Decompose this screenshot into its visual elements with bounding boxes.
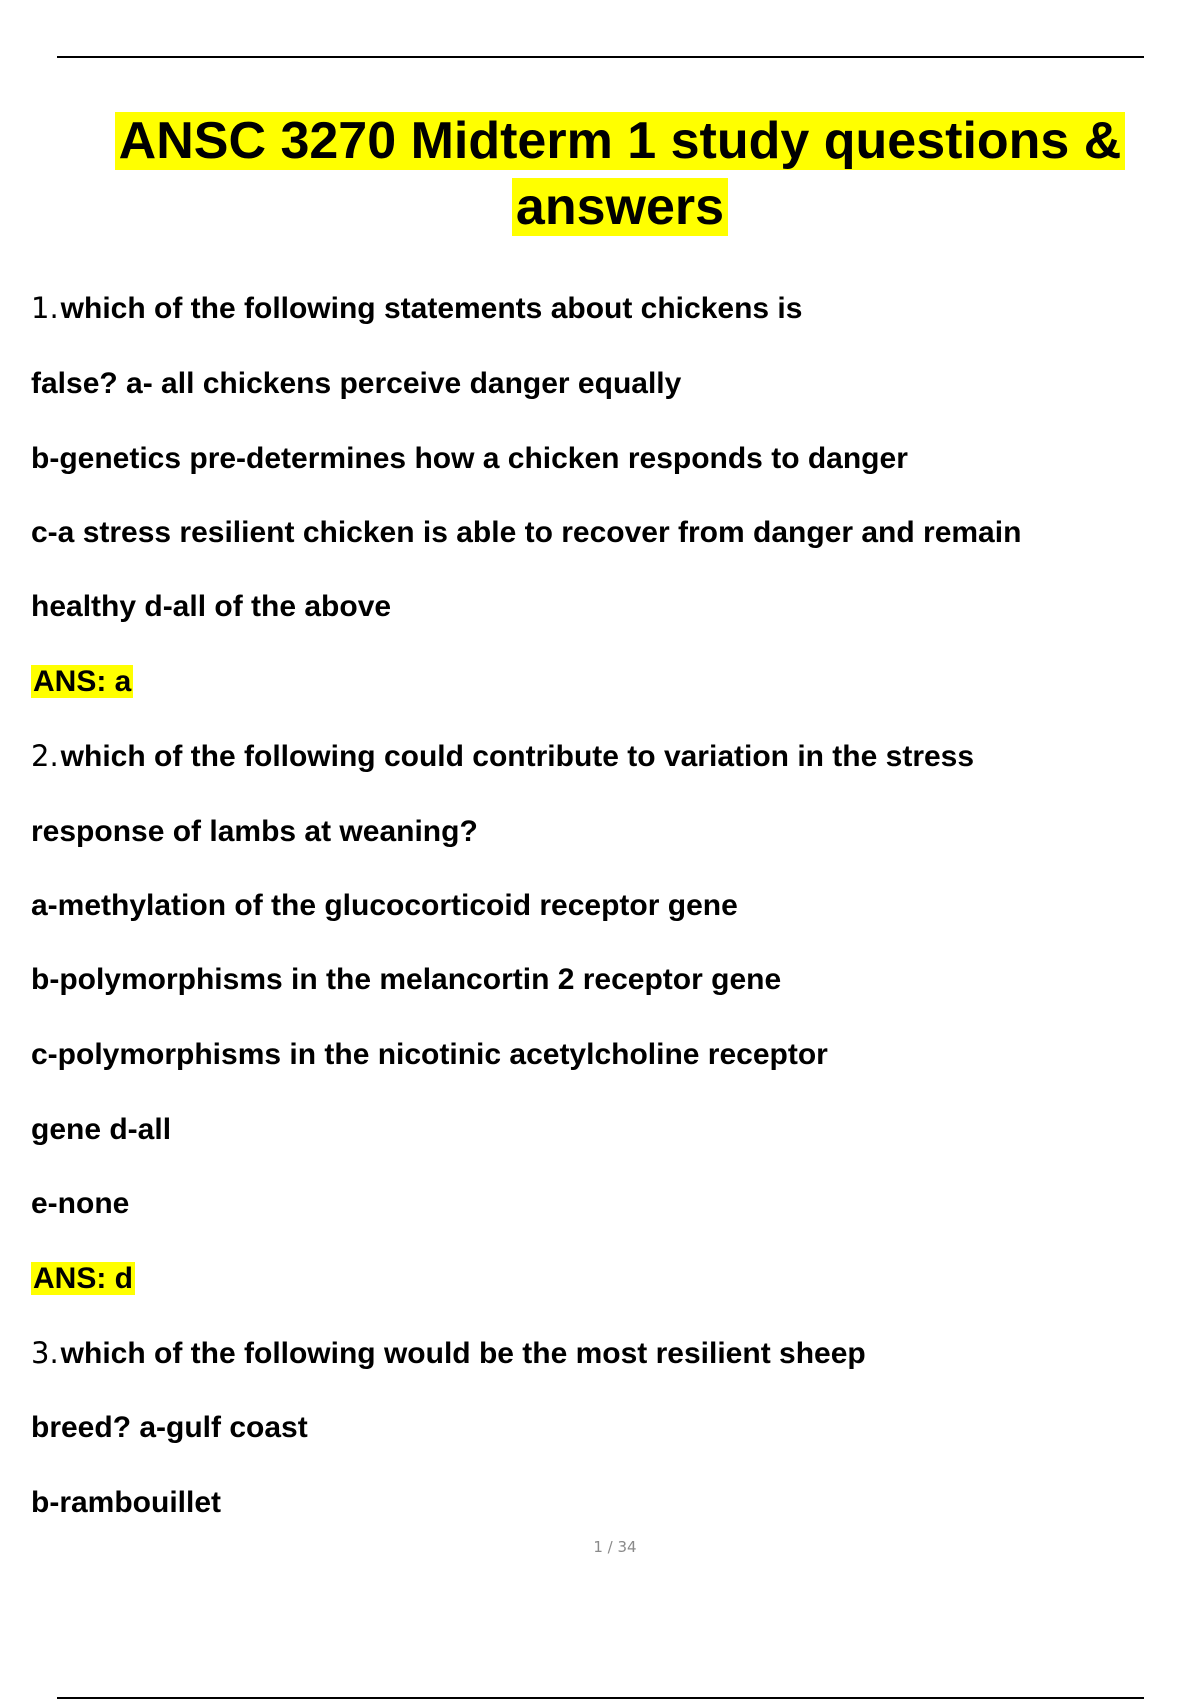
question-3-line: b-rambouillet [31, 1486, 222, 1519]
question-3-stem [31, 1335, 866, 1372]
page-number: 1 / 34 [593, 1538, 637, 1556]
question-2-stem-text: which of the following could contribute to variation in the stress [60, 740, 975, 773]
question-2-line: a-methylation of the glucocorticoid receptor gene [31, 889, 738, 922]
question-2-line: b-polymorphisms in the melancortin 2 receptor gene [31, 963, 782, 996]
document-title [60, 108, 1180, 240]
question-1-line: false? a- all chickens perceive danger equally [31, 367, 682, 400]
question-3-line: breed? a-gulf coast [31, 1411, 308, 1444]
question-1-stem-text: which of the following statements about chickens is [60, 292, 803, 325]
question-1-line: b-genetics pre-determines how a chicken responds to danger [31, 442, 908, 475]
question-2-stem [31, 738, 974, 775]
question-3-number: 3. [31, 1336, 59, 1370]
question-3-stem-text: which of the following would be the most resilient sheep [60, 1337, 866, 1370]
title-highlight: ANSC 3270 Midterm 1 study questions & answers [115, 112, 1126, 236]
bottom-rule [57, 1697, 1144, 1699]
question-2-line: gene d-all [31, 1113, 172, 1146]
question-1-answer [31, 664, 133, 700]
answer-highlight: ANS: d [33, 1262, 133, 1295]
question-2-answer [31, 1261, 135, 1297]
top-rule [57, 56, 1144, 58]
question-2-line: response of lambs at weaning? [31, 815, 478, 848]
question-2-number: 2. [31, 739, 59, 773]
question-1-number: 1. [31, 291, 59, 325]
answer-highlight: ANS: a [33, 665, 132, 698]
question-2-line: e-none [31, 1187, 130, 1220]
question-1-line: c-a stress resilient chicken is able to recover from danger and remain [31, 516, 1022, 549]
question-1-stem [31, 290, 802, 327]
question-1-line: healthy d-all of the above [31, 590, 392, 623]
question-2-line: c-polymorphisms in the nicotinic acetylcholine receptor [31, 1038, 828, 1071]
